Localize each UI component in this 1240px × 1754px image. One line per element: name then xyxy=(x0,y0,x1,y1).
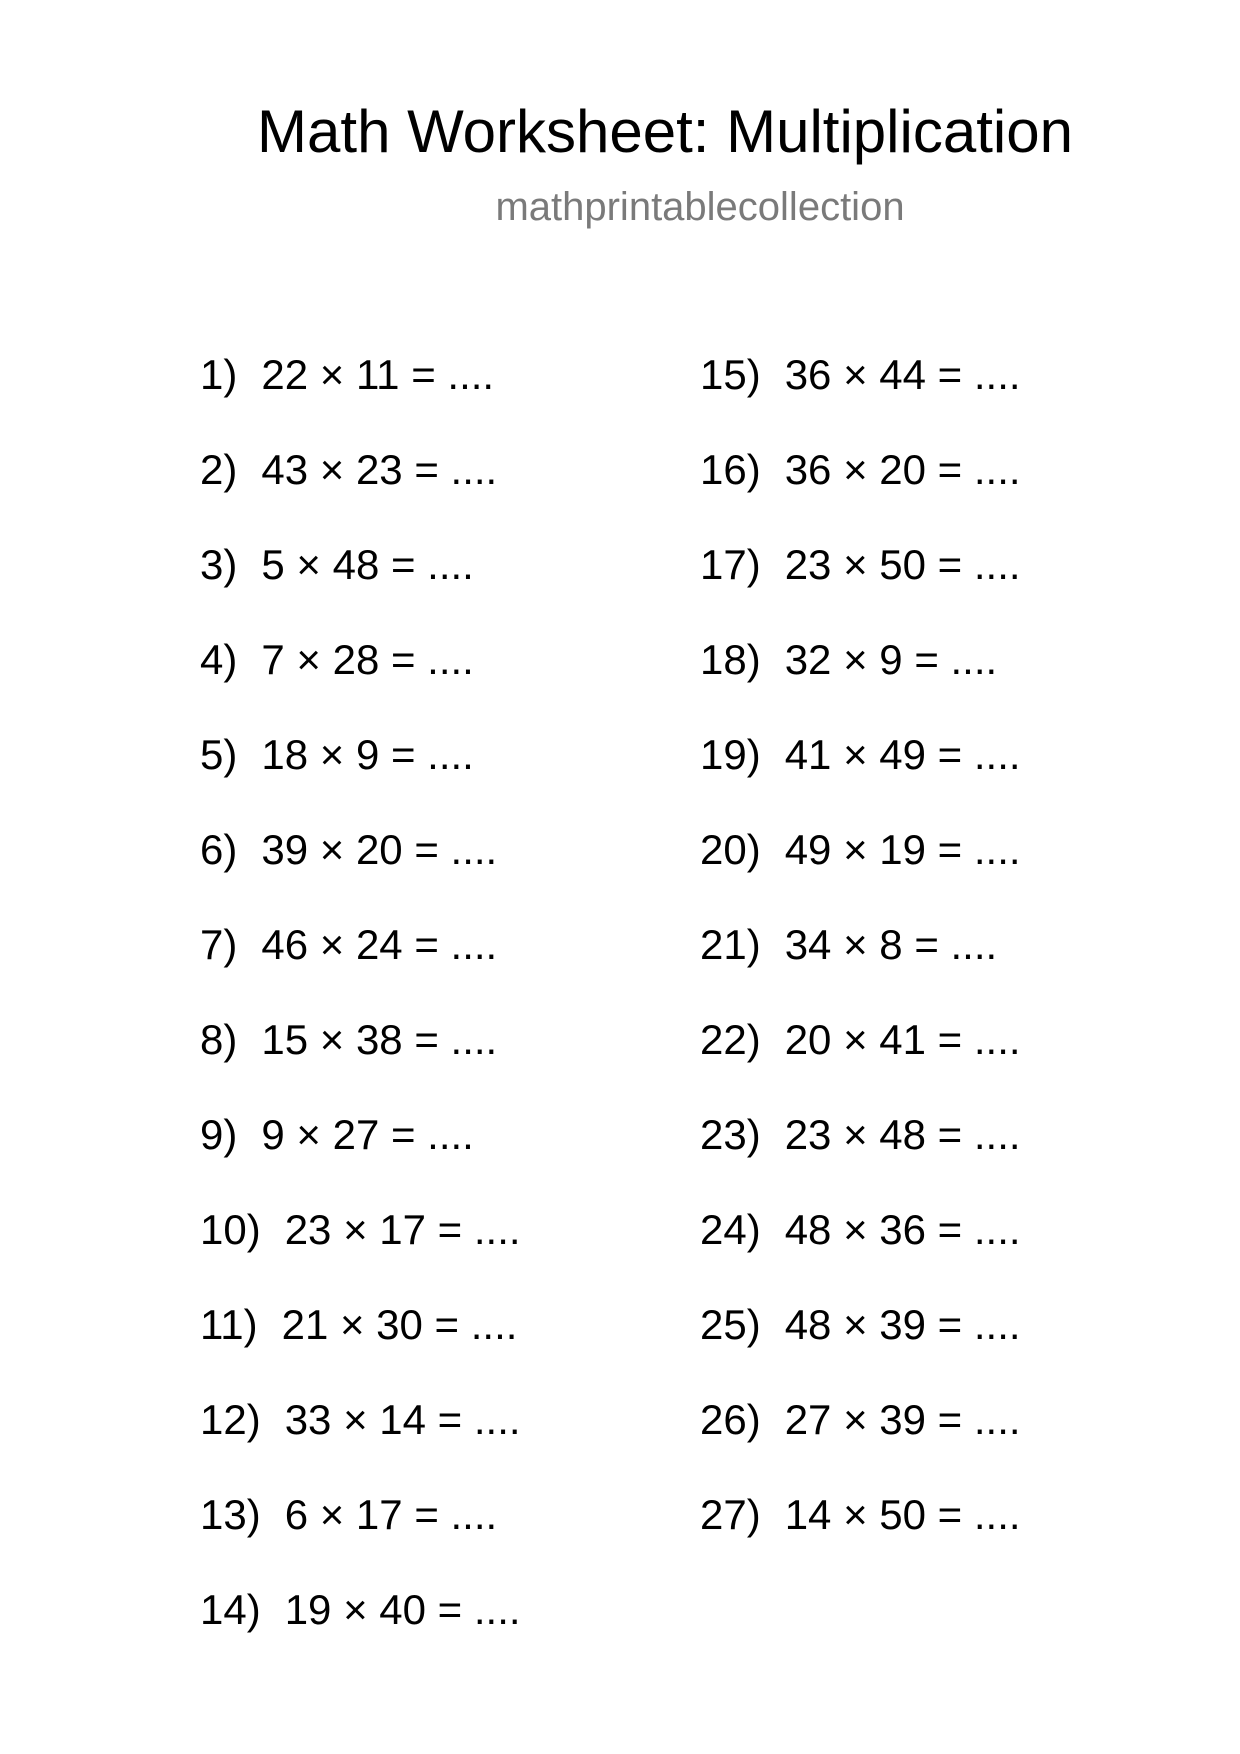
problem-number: 21) xyxy=(700,921,761,968)
problem-number: 5) xyxy=(200,731,238,778)
problem-item xyxy=(700,1015,1021,1110)
problem-number: 25) xyxy=(700,1301,761,1348)
problem-item xyxy=(700,540,1021,635)
problem-expression: 20 × 41 = .... xyxy=(784,1016,1021,1063)
problem-item xyxy=(700,445,1021,540)
problem-item xyxy=(200,1300,521,1395)
problem-number: 15) xyxy=(700,351,761,398)
problem-expression: 23 × 17 = .... xyxy=(284,1206,521,1253)
problem-expression: 5 × 48 = .... xyxy=(261,541,474,588)
problem-expression: 36 × 20 = .... xyxy=(784,446,1021,493)
problem-expression: 33 × 14 = .... xyxy=(284,1396,521,1443)
problem-number: 24) xyxy=(700,1206,761,1253)
problem-expression: 14 × 50 = .... xyxy=(784,1491,1021,1538)
problem-number: 9) xyxy=(200,1111,238,1158)
problem-number: 22) xyxy=(700,1016,761,1063)
problem-expression: 7 × 28 = .... xyxy=(261,636,474,683)
problem-expression: 21 × 30 = .... xyxy=(281,1301,518,1348)
problem-item xyxy=(200,920,521,1015)
problem-expression: 15 × 38 = .... xyxy=(261,1016,498,1063)
problem-item xyxy=(700,1110,1021,1205)
problem-item xyxy=(200,1110,521,1205)
problem-expression: 23 × 48 = .... xyxy=(784,1111,1021,1158)
problem-item xyxy=(700,1205,1021,1300)
problem-item xyxy=(700,1300,1021,1395)
problem-number: 1) xyxy=(200,351,238,398)
problem-number: 2) xyxy=(200,446,238,493)
problem-expression: 19 × 40 = .... xyxy=(284,1586,521,1633)
problem-item xyxy=(200,1585,521,1680)
problem-item xyxy=(200,825,521,920)
problem-expression: 46 × 24 = .... xyxy=(261,921,498,968)
problem-number: 23) xyxy=(700,1111,761,1158)
problem-item xyxy=(200,1205,521,1300)
problem-expression: 32 × 9 = .... xyxy=(784,636,998,683)
problem-item xyxy=(200,635,521,730)
problem-expression: 41 × 49 = .... xyxy=(784,731,1021,778)
problem-number: 3) xyxy=(200,541,238,588)
problem-expression: 39 × 20 = .... xyxy=(261,826,498,873)
problem-item xyxy=(700,920,1021,1015)
problem-item xyxy=(200,1395,521,1490)
problem-expression: 49 × 19 = .... xyxy=(784,826,1021,873)
problem-item xyxy=(200,350,521,445)
problem-expression: 6 × 17 = .... xyxy=(284,1491,498,1538)
problem-expression: 36 × 44 = .... xyxy=(784,351,1021,398)
problem-item xyxy=(700,350,1021,445)
problem-number: 4) xyxy=(200,636,238,683)
problem-expression: 48 × 36 = .... xyxy=(784,1206,1021,1253)
problem-item xyxy=(700,1395,1021,1490)
problem-item xyxy=(700,635,1021,730)
problem-expression: 9 × 27 = .... xyxy=(261,1111,474,1158)
problem-column-right xyxy=(700,350,1021,1585)
problem-number: 6) xyxy=(200,826,238,873)
problem-expression: 27 × 39 = .... xyxy=(784,1396,1021,1443)
problem-number: 12) xyxy=(200,1396,261,1443)
page-title: Math Worksheet: Multiplication xyxy=(257,98,1073,165)
problem-expression: 23 × 50 = .... xyxy=(784,541,1021,588)
problem-item xyxy=(200,540,521,635)
problem-number: 16) xyxy=(700,446,761,493)
problem-number: 18) xyxy=(700,636,761,683)
problem-item xyxy=(200,1490,521,1585)
problem-number: 17) xyxy=(700,541,761,588)
problem-item xyxy=(200,445,521,540)
problem-number: 27) xyxy=(700,1491,761,1538)
problem-column-left xyxy=(200,350,521,1680)
problem-expression: 18 × 9 = .... xyxy=(261,731,474,778)
page-subtitle: mathprintablecollection xyxy=(495,185,905,229)
problem-number: 8) xyxy=(200,1016,238,1063)
problem-number: 26) xyxy=(700,1396,761,1443)
problem-item xyxy=(200,1015,521,1110)
problem-number: 7) xyxy=(200,921,238,968)
problem-number: 14) xyxy=(200,1586,261,1633)
problem-number: 10) xyxy=(200,1206,261,1253)
problem-expression: 43 × 23 = .... xyxy=(261,446,498,493)
problem-number: 13) xyxy=(200,1491,261,1538)
problem-item xyxy=(700,730,1021,825)
problem-expression: 34 × 8 = .... xyxy=(784,921,998,968)
problem-expression: 22 × 11 = .... xyxy=(261,351,495,398)
problem-expression: 48 × 39 = .... xyxy=(784,1301,1021,1348)
problem-item xyxy=(700,825,1021,920)
problem-number: 11) xyxy=(200,1301,258,1348)
problem-number: 19) xyxy=(700,731,761,778)
problem-item xyxy=(200,730,521,825)
problem-item xyxy=(700,1490,1021,1585)
problem-number: 20) xyxy=(700,826,761,873)
